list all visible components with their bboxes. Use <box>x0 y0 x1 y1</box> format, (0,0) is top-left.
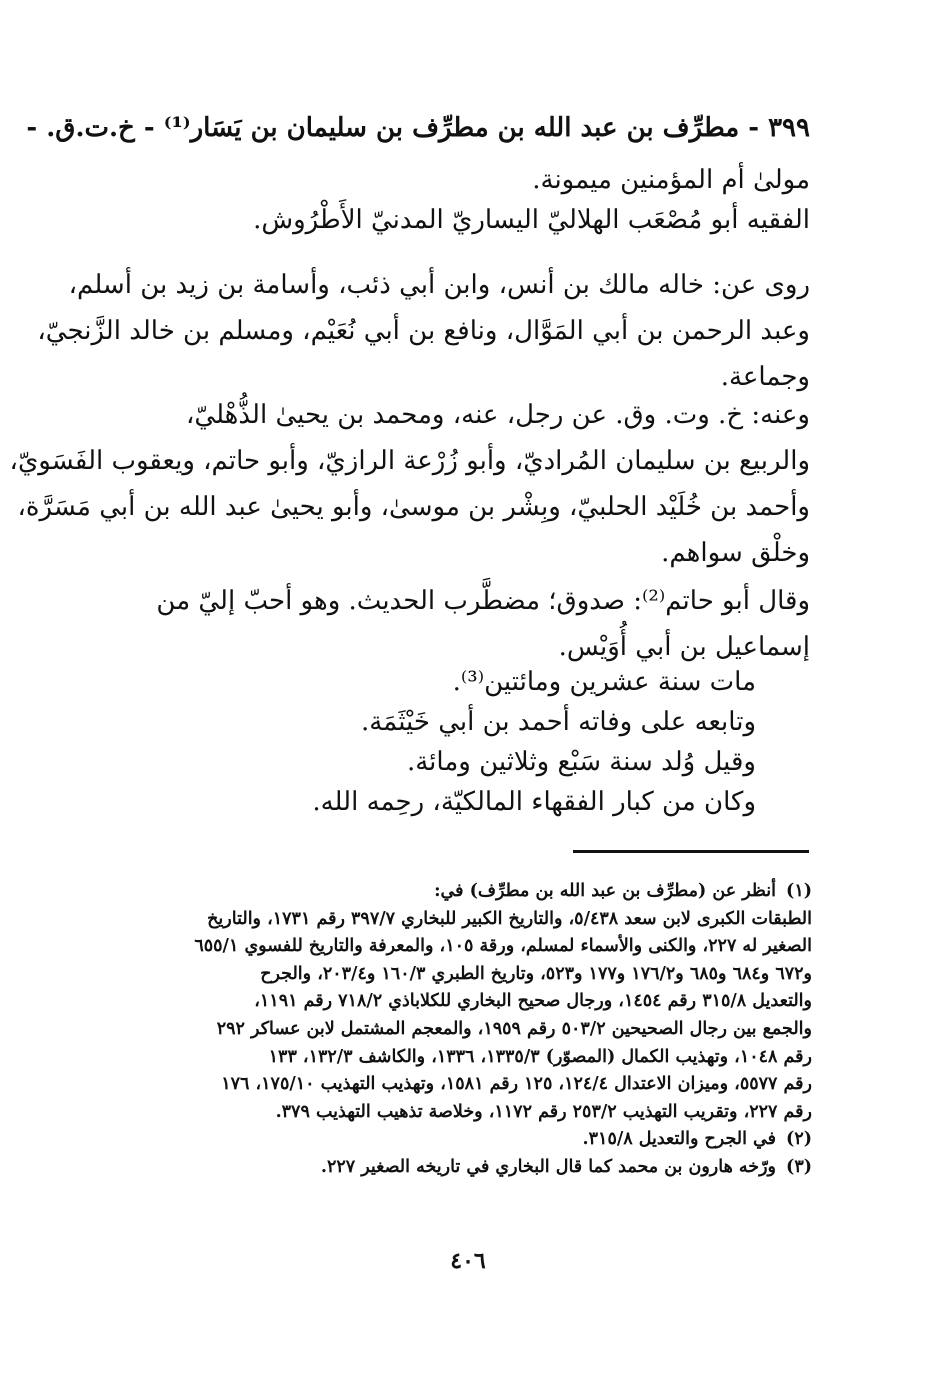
footnote-number: (٣) <box>786 1156 812 1177</box>
paragraph-line: وعنه: خ. وت. وق. عن رجل، عنه، ومحمد بن يحيىٰ الذُّهْليّ، <box>186 400 810 430</box>
entry-block <box>26 104 810 152</box>
footnote-2 <box>100 1126 812 1154</box>
page-number: ٤٠٦ <box>450 1248 486 1274</box>
note-line: وكان من كبار الفقهاء المالكيّة، رحِمه الله. <box>312 787 756 817</box>
paragraph-line: وأحمد بن خُلَيْد الحلبيّ، وبِشْر بن موسىٰ، وأبو يحيىٰ عبد الله بن أبي مَسَرَّة، <box>17 492 810 522</box>
paragraph-line: وجماعة. <box>720 362 810 392</box>
note-line: وتابعه على وفاته أحمد بن أبي خَيْثَمَة. <box>360 707 756 737</box>
footnote-text <box>100 878 776 906</box>
footnote-line: رقم ١٠٤٨، وتهذيب الكمال (المصوّر) ١٣٣٥/٣، ١٣٣٦، والكاشف ١٣٢/٣، ١٣٣ <box>268 1046 812 1067</box>
entry-line: الفقيه أبو مُصْعَب الهلاليّ اليساريّ المدنيّ الأَطْرُوش. <box>253 205 810 235</box>
footnote-line: والجمع بين رجال الصحيحين ٥٠٣/٢ رقم ١٩٥٩، والمعجم المشتمل لابن عساكر ٢٩٢ <box>216 1018 812 1039</box>
footnote-line: في الجرح والتعديل ٣١٥/٨. <box>582 1129 776 1150</box>
paragraph-line: وقال أبو حاتم⁽²⁾: صدوق؛ مضطَّرب الحديث. وهو أحبّ إليّ من <box>156 586 810 616</box>
paragraph-narrated-from <box>37 262 810 400</box>
paragraph-line: وخلْق سواهم. <box>661 538 810 568</box>
footnote-line: والتعديل ٣١٥/٨ رقم ١٤٥٤، ورجال صحيح البخاري للكلاباذي ٧١٨/٢ رقم ١١٩١، <box>254 991 812 1012</box>
footnote-number: (١) <box>786 881 812 901</box>
paragraph-line: وعبد الرحمن بن أبي المَوَّال، ونافع بن أبي نُعَيْم، ومسلم بن خالد الزَّنجيّ، <box>37 316 810 346</box>
footnote-number: (٢) <box>786 1129 812 1150</box>
paragraph-line: روى عن: خاله مالك بن أنس، وابن أبي ذئب، وأسامة بن زيد بن أسلم، <box>68 270 810 300</box>
paragraph-line: إسماعيل بن أبي أُوَيْس. <box>558 632 810 662</box>
footnote-text <box>100 1154 776 1182</box>
entry-line: مولىٰ أم المؤمنين ميمونة. <box>532 165 810 195</box>
death-notes <box>312 662 756 822</box>
footnote-line: ورّخه هارون بن محمد كما قال البخاري في تاريخه الصغير ٢٢٧. <box>320 1156 776 1177</box>
note-line: وقيل وُلد سنة سَبْع وثلاثين ومائة. <box>406 747 756 777</box>
footnote-1 <box>100 878 812 906</box>
footnote-line: رقم ٢٢٧، وتقريب التهذيب ٢٥٣/٢ رقم ١١٧٢، وخلاصة تذهيب التهذيب ٣٧٩. <box>275 1101 812 1122</box>
paragraph-abu-hatim <box>96 578 810 670</box>
footnote-1-body <box>100 906 812 1127</box>
entry-lines <box>250 160 810 240</box>
note-line: مات سنة عشرين ومائتين⁽³⁾. <box>452 667 756 697</box>
footnote-line: أنظر عن (مطرِّف بن عبد الله بن مطرِّف) في: <box>434 881 776 901</box>
paragraph-narrators <box>9 392 810 576</box>
footnote-separator <box>573 850 809 853</box>
paragraph-line: والربيع بن سليمان المُراديّ، وأبو زُرْعة الرازيّ، وأبو حاتم، ويعقوب الفَسَويّ، <box>9 446 810 476</box>
footnote-text <box>100 1126 776 1154</box>
footnote-3 <box>100 1154 812 1182</box>
footnote-line: الطبقات الكبرى لابن سعد ٥/٤٣٨، والتاريخ الكبير للبخاري ٣٩٧/٧ رقم ١٧٣١، والتاريخ <box>207 908 812 929</box>
footnote-line: الصغير له ٢٢٧، والكنى والأسماء لمسلم، ورقة ١٠٥، والمعرفة والتاريخ للفسوي ٦٥٥/١ <box>194 936 812 957</box>
footnote-line: رقم ٥٥٧٧، وميزان الاعتدال ١٢٤/٤، ١٢٥ رقم ١٥٨١، وتهذيب التهذيب ١٧٥/١٠، ١٧٦ <box>221 1074 812 1095</box>
footnotes <box>100 878 812 1182</box>
footnote-line: و٦٧٢ و٦٨٤ و٦٨٥ و١٧٦/٢ و١٧٧ و٥٢٣، وتاريخ الطبري ١٦٠/٣ و٢٠٣/٤، والجرح <box>260 963 812 984</box>
entry-heading: ٣٩٩ - مطرِّف بن عبد الله بن مطرِّف بن سليمان بن يَسَار⁽¹⁾ - خ.ت.ق. - <box>26 113 810 143</box>
